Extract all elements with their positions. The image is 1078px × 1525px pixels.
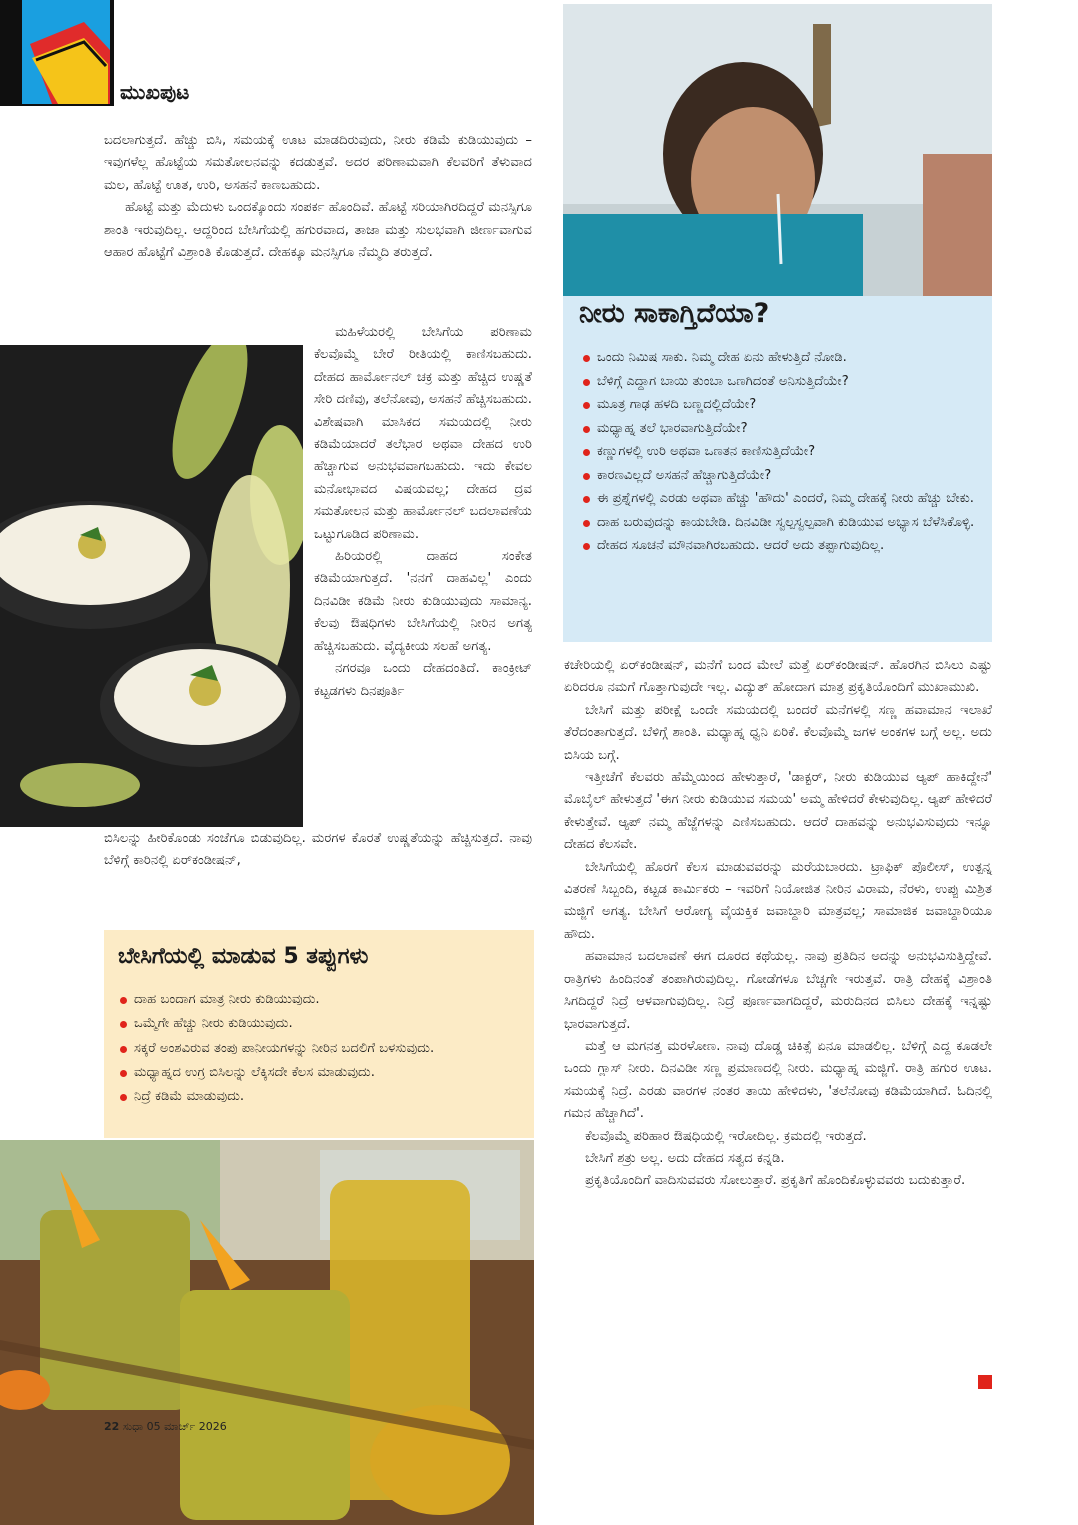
water-check-list <box>581 346 983 558</box>
magazine-logo <box>22 0 110 104</box>
paragraph: ಬೇಸಿಗೆಯಲ್ಲಿ ಹೊರಗೆ ಕೆಲಸ ಮಾಡುವವರನ್ನು ಮರೆಯಬಾರದು. ಟ್ರಾಫಿಕ್ ಪೊಲೀಸ್, ಉತ್ಪನ್ನ ವಿತರಣೆ ಸಿಬ್ಬಂದಿ, ಕಟ್ಟಡ ಕಾರ್ಮಿಕರು – ಇವರಿಗೆ ನಿಯೋಜಿತ ನೀರಿನ ವಿರಾಮ, ನೆರಳು, ಉಪ್ಪು ಮಿಶ್ರಿತ ಮಜ್ಜಿಗೆ ಅಗತ್ಯ. ಬೇಸಿಗೆ ಆರೋಗ್ಯ ವೈಯಕ್ತಿಕ ಜವಾಬ್ದಾರಿ ಮಾತ್ರವಲ್ಲ; ಸಾಮಾಜಿಕ ಜವಾಬ್ದಾರಿಯೂ ಹೌದು. <box>564 859 992 942</box>
list-item: ನಿದ್ರೆ ಕಡಿಮೆ ಮಾಡುವುದು. <box>118 1085 518 1109</box>
list-item: ಈ ಪ್ರಶ್ನೆಗಳಲ್ಲಿ ಎರಡು ಅಥವಾ ಹೆಚ್ಚು 'ಹೌದು' ಎಂದರೆ, ನಿಮ್ಮ ದೇಹಕ್ಕೆ ನೀರು ಹೆಚ್ಚು ಬೇಕು. <box>581 487 983 511</box>
paragraph: ಕೆಲವೊಮ್ಮೆ ಪರಿಹಾರ ಔಷಧಿಯಲ್ಲಿ ಇರೋದಿಲ್ಲ. ಕ್ರಮದಲ್ಲಿ ಇರುತ್ತದೆ. <box>585 1128 867 1144</box>
section-title: ಮುಖಪುಟ <box>120 80 190 104</box>
list-item: ಕಣ್ಣುಗಳಲ್ಲಿ ಉರಿ ಅಥವಾ ಒಣತನ ಕಾಣಿಸುತ್ತಿದೆಯೇ? <box>581 440 983 464</box>
list-item: ದಾಹ ಬಂದಾಗ ಮಾತ್ರ ನೀರು ಕುಡಿಯುವುದು. <box>118 988 518 1012</box>
paragraph: ಹೊಟ್ಟೆ ಮತ್ತು ಮೆದುಳು ಒಂದಕ್ಕೊಂದು ಸಂಪರ್ಕ ಹೊಂದಿವೆ. ಹೊಟ್ಟೆ ಸರಿಯಾಗಿರದಿದ್ದರೆ ಮನಸ್ಸಿಗೂ ಶಾಂತಿ ಇರುವುದಿಲ್ಲ. ಆದ್ದರಿಂದ ಬೇಸಿಗೆಯಲ್ಲಿ ಹಗುರವಾದ, ತಾಜಾ ಮತ್ತು ಸುಲಭವಾಗಿ ಜೀರ್ಣವಾಗುವ ಆಹಾರ ಹೊಟ್ಟೆಗೆ ವಿಶ್ರಾಂತಿ ಕೊಡುತ್ತದೆ. ದೇಹಕ್ಕೂ ಮನಸ್ಸಿಗೂ ನೆಮ್ಮದಿ ತರುತ್ತದೆ. <box>104 200 532 261</box>
list-item: ಬೆಳಿಗ್ಗೆ ಎದ್ದಾಗ ಬಾಯಿ ತುಂಬಾ ಒಣಗಿದಂತೆ ಅನಿಸುತ್ತಿದೆಯೇ? <box>581 370 983 394</box>
footer-text: ಸುಧಾ 05 ಮಾರ್ಚ್ 2026 <box>122 1420 227 1433</box>
boy-drinking-water-photo <box>563 4 992 296</box>
paragraph: ಹವಾಮಾನ ಬದಲಾವಣೆ ಈಗ ದೂರದ ಕಥೆಯಲ್ಲ. ನಾವು ಪ್ರತಿದಿನ ಅದನ್ನು ಅನುಭವಿಸುತ್ತಿದ್ದೇವೆ. ರಾತ್ರಿಗಳು ಹಿಂದಿನಂತೆ ತಂಪಾಗಿರುವುದಿಲ್ಲ. ಗೋಡೆಗಳೂ ಬೆಚ್ಚಗೇ ಇರುತ್ತವೆ. ರಾತ್ರಿ ದೇಹಕ್ಕೆ ವಿಶ್ರಾಂತಿ ಸಿಗದಿದ್ದರೆ ನಿದ್ರೆ ಆಳವಾಗುವುದಿಲ್ಲ. ನಿದ್ರೆ ಪೂರ್ಣವಾಗದಿದ್ದರೆ, ಮರುದಿನದ ಬಿಸಿಲು ದೇಹಕ್ಕೆ ಇನ್ನಷ್ಟು ಭಾರವಾಗುತ್ತದೆ. <box>564 949 992 1032</box>
paragraph: ಹಿರಿಯರಲ್ಲಿ ದಾಹದ ಸಂಕೇತ ಕಡಿಮೆಯಾಗುತ್ತದೆ. 'ನನಗೆ ದಾಹವಿಲ್ಲ' ಎಂದು ದಿನವಿಡೀ ಕಡಿಮೆ ನೀರು ಕುಡಿಯುವುದು ಸಾಮಾನ್ಯ. ಕೆಲವು ಔಷಧಿಗಳು ಬೇಸಿಗೆಯಲ್ಲಿ ನೀರಿನ ಅಗತ್ಯ ಹೆಚ್ಚಿಸಬಹುದು. ವೈದ್ಯಕೀಯ ಸಲಹೆ ಅಗತ್ಯ. <box>314 549 532 654</box>
list-item: ಸಕ್ಕರೆ ಅಂಶವಿರುವ ತಂಪು ಪಾನೀಯಗಳನ್ನು ನೀರಿನ ಬದಲಿಗೆ ಬಳಸುವುದು. <box>118 1037 518 1061</box>
list-item: ಒಂದು ನಿಮಿಷ ಸಾಕು. ನಿಮ್ಮ ದೇಹ ಏನು ಹೇಳುತ್ತಿದೆ ನೋಡಿ. <box>581 346 983 370</box>
paragraph: ನಗರವೂ ಒಂದು ದೇಹದಂತಿದೆ. ಕಾಂಕ್ರೀಟ್ ಕಟ್ಟಡಗಳು ದಿನಪೂರ್ತಿ <box>314 661 532 699</box>
page-number: 22 <box>104 1420 120 1433</box>
paragraph: ಇತ್ತೀಚೆಗೆ ಕೆಲವರು ಹೆಮ್ಮೆಯಿಂದ ಹೇಳುತ್ತಾರೆ, 'ಡಾಕ್ಟರ್, ನೀರು ಕುಡಿಯುವ ಆ್ಯಪ್ ಹಾಕಿದ್ದೇನೆ' ಮೊಬೈಲ್ ಹೇಳುತ್ತದೆ 'ಈಗ ನೀರು ಕುಡಿಯುವ ಸಮಯ' ಅಮ್ಮ ಹೇಳಿದರೆ ಕೇಳುವುದಿಲ್ಲ. ಆ್ಯಪ್ ಹೇಳಿದರೆ ಕೇಳುತ್ತೇವೆ. ಆ್ಯಪ್ ನಮ್ಮ ಹೆಜ್ಜೆಗಳನ್ನು ಎಣಿಸಬಹುದು. ಆದರೆ ದಾಹವನ್ನು ಅನುಭವಿಸುವುದು ಇನ್ನೂ ದೇಹದ ಕೆಲಸವೇ. <box>564 770 992 853</box>
paragraph: ಬಿಸಿಲನ್ನು ಹೀರಿಕೊಂಡು ಸಂಜೆಗೂ ಬಿಡುವುದಿಲ್ಲ. ಮರಗಳ ಕೊರತೆ ಉಷ್ಣತೆಯನ್ನು ಹೆಚ್ಚಿಸುತ್ತದೆ. ನಾವು ಬೆಳಿಗ್ಗೆ ಕಾರಿನಲ್ಲಿ ಏರ್‌ಕಂಡೀಷನ್, <box>104 831 532 869</box>
article-column-left-side <box>314 322 532 703</box>
list-item: ಒಮ್ಮೆಗೇ ಹೆಚ್ಚು ನೀರು ಕುಡಿಯುವುದು. <box>118 1012 518 1036</box>
list-item: ಮಧ್ಯಾಹ್ನದ ಉಗ್ರ ಬಿಸಿಲನ್ನು ಲೆಕ್ಕಿಸದೇ ಕೆಲಸ ಮಾಡುವುದು. <box>118 1061 518 1085</box>
box-title: ನೀರು ಸಾಕಾಗ್ತಿದೆಯಾ? <box>579 298 770 329</box>
list-item: ದಾಹ ಬರುವುದನ್ನು ಕಾಯಬೇಡಿ. ದಿನವಿಡೀ ಸ್ವಲ್ಪಸ್ವಲ್ಪವಾಗಿ ಕುಡಿಯುವ ಅಭ್ಯಾಸ ಬೆಳೆಸಿಕೊಳ್ಳಿ. <box>581 511 983 535</box>
article-column-left-continued <box>104 828 532 873</box>
paragraph: ಬೇಸಿಗೆ ಮತ್ತು ಪರೀಕ್ಷೆ ಒಂದೇ ಸಮಯದಲ್ಲಿ ಬಂದರೆ ಮನೆಗಳಲ್ಲಿ ಸಣ್ಣ ಹವಾಮಾನ ಇಲಾಖೆ ತೆರೆದಂತಾಗುತ್ತದೆ. ಬೆಳಿಗ್ಗೆ ಶಾಂತಿ. ಮಧ್ಯಾಹ್ನ ಧ್ವನಿ ಏರಿಕೆ. ಕೆಲವೊಮ್ಮೆ ಜಗಳ ಅಂಕಗಳ ಬಗ್ಗೆ ಅಲ್ಲ. ಅದು ಬಿಸಿಯ ಬಗ್ಗೆ. <box>564 702 992 763</box>
list-item: ಮಧ್ಯಾಹ್ನ ತಲೆ ಭಾರವಾಗುತ್ತಿದೆಯೇ? <box>581 417 983 441</box>
mango-smoothie-photo <box>0 1140 534 1525</box>
list-item: ಮೂತ್ರ ಗಾಢ ಹಳದಿ ಬಣ್ಣದಲ್ಲಿದೆಯೇ? <box>581 393 983 417</box>
end-of-article-mark <box>978 1375 992 1389</box>
paragraph: ಕಚೇರಿಯಲ್ಲಿ ಏರ್‌ಕಂಡೀಷನ್, ಮನೆಗೆ ಬಂದ ಮೇಲೆ ಮತ್ತೆ ಏರ್‌ಕಂಡೀಷನ್. ಹೊರಗಿನ ಬಿಸಿಲು ಎಷ್ಟು ಏರಿದರೂ ನಮಗೆ ಗೊತ್ತಾಗುವುದೇ ಇಲ್ಲ. ವಿದ್ಯುತ್ ಹೋದಾಗ ಮಾತ್ರ ಪ್ರಕೃತಿಯೊಂದಿಗೆ ಮುಖಾಮುಖಿ. <box>564 658 992 696</box>
paragraph: ಬದಲಾಗುತ್ತದೆ. ಹೆಚ್ಚು ಬಿಸಿ, ಸಮಯಕ್ಕೆ ಊಟ ಮಾಡದಿರುವುದು, ನೀರು ಕಡಿಮೆ ಕುಡಿಯುವುದು – ಇವುಗಳೆಲ್ಲ ಹೊಟ್ಟೆಯ ಸಮತೋಲನವನ್ನು ಕದಡುತ್ತವೆ. ಅದರ ಪರಿಣಾಮವಾಗಿ ಕೆಲವರಿಗೆ ತೆಳುವಾದ ಮಲ, ಹೊಟ್ಟೆ ಊತ, ಉರಿ, ಅಸಹನೆ ಕಾಣಬಹುದು. <box>104 133 532 193</box>
paragraph: ಪ್ರಕೃತಿಯೊಂದಿಗೆ ವಾದಿಸುವವರು ಸೋಲುತ್ತಾರೆ. ಪ್ರಕೃತಿಗೆ ಹೊಂದಿಕೊಳ್ಳುವವರು ಬದುಕುತ್ತಾರೆ. <box>585 1173 966 1189</box>
list-item: ದೇಹದ ಸೂಚನೆ ಮೌನವಾಗಿರಬಹುದು. ಆದರೆ ಅದು ತಪ್ಪಾಗುವುದಿಲ್ಲ. <box>581 534 983 558</box>
cucumber-raita-photo <box>0 345 303 827</box>
water-check-box <box>563 296 992 642</box>
summer-mistakes-box <box>104 930 534 1138</box>
paragraph: ಮಹಿಳೆಯರಲ್ಲಿ ಬೇಸಿಗೆಯ ಪರಿಣಾಮ ಕೆಲವೊಮ್ಮೆ ಬೇರೆ ರೀತಿಯಲ್ಲಿ ಕಾಣಿಸಬಹುದು. ದೇಹದ ಹಾರ್ಮೋನಲ್ ಚಕ್ರ ಮತ್ತು ಹೆಚ್ಚಿದ ಉಷ್ಣತೆ ಸೇರಿ ದಣಿವು, ತಲೆನೋವು, ಅಸಹನೆ ಹೆಚ್ಚಿಸಬಹುದು. ವಿಶೇಷವಾಗಿ ಮಾಸಿಕದ ಸಮಯದಲ್ಲಿ ನೀರು ಕಡಿಮೆಯಾದರೆ ತಲೆಭಾರ ಅಥವಾ ದೇಹದ ಉರಿ ಹೆಚ್ಚಾಗುವ ಅನುಭವವಾಗಬಹುದು. ಇದು ಕೇವಲ ಮನೋಭಾವದ ವಿಷಯವಲ್ಲ; ದೇಹದ ದ್ರವ ಸಮತೋಲನ ಮತ್ತು ಹಾರ್ಮೋನಲ್ ಬದಲಾವಣೆಯ ಒಟ್ಟುಗೂಡಿದ ಪರಿಣಾಮ. <box>314 325 532 542</box>
list-item: ಕಾರಣವಿಲ್ಲದೆ ಅಸಹನೆ ಹೆಚ್ಚಾಗುತ್ತಿದೆಯೇ? <box>581 464 983 488</box>
article-column-left-top <box>104 130 532 264</box>
paragraph: ಬೇಸಿಗೆ ಶತ್ರು ಅಲ್ಲ. ಅದು ದೇಹದ ಸತ್ವದ ಕನ್ನಡಿ. <box>585 1150 785 1166</box>
box-title: ಬೇಸಿಗೆಯಲ್ಲಿ ಮಾಡುವ 5 ತಪ್ಪುಗಳು <box>118 944 369 969</box>
article-column-right <box>564 655 992 1193</box>
mistakes-list <box>118 988 518 1109</box>
page-footer <box>104 1420 227 1434</box>
paragraph: ಮತ್ತೆ ಆ ಮಗನತ್ತ ಮರಳೋಣ. ನಾವು ದೊಡ್ಡ ಚಿಕಿತ್ಸೆ ಏನೂ ಮಾಡಲಿಲ್ಲ. ಬೆಳಿಗ್ಗೆ ಎದ್ದ ಕೂಡಲೇ ಒಂದು ಗ್ಲಾಸ್ ನೀರು. ದಿನವಿಡೀ ಸಣ್ಣ ಪ್ರಮಾಣದಲ್ಲಿ ನೀರು. ಮಧ್ಯಾಹ್ನ ಮಜ್ಜಿಗೆ. ರಾತ್ರಿ ಹಗುರ ಊಟ. ಸಮಯಕ್ಕೆ ನಿದ್ರೆ. ಎರಡು ವಾರಗಳ ನಂತರ ತಾಯಿ ಹೇಳಿದಳು, 'ತಲೆನೋವು ಕಡಿಮೆಯಾಗಿದೆ. ಓದಿನಲ್ಲಿ ಗಮನ ಹೆಚ್ಚಾಗಿದೆ'. <box>564 1038 992 1122</box>
